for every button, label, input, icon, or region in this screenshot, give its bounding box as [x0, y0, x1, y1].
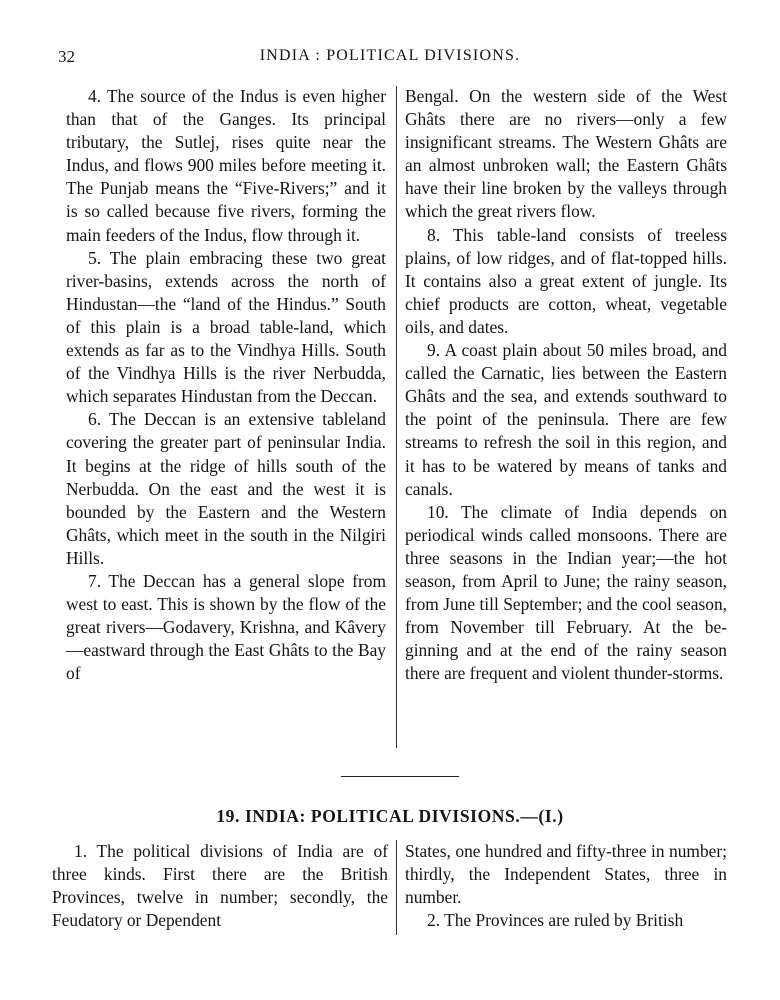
upper-left-column — [66, 85, 386, 685]
running-head: INDIA : POLITICAL DIVISIONS. — [259, 47, 521, 64]
lower-left-column — [52, 840, 388, 932]
paragraph-7-continuation: Bengal. On the western side of the West Ghâts there are no rivers—only a few insignificant streams. The Western Ghâts are an almost unbroken wall; the Eastern Ghâts have their line broken by the valleys through which the great rivers flow. — [405, 86, 727, 222]
paragraph-4: 4. The source of the Indus is even higher than that of the Ganges. Its principal tributary, the Sutlej, rises quite near the Indus, and flows 900 miles before meeting it. The Punjab means the “Five-Rivers;” and it is so called because five rivers, forming the main feeders of the Indus, flow through it. — [66, 86, 386, 245]
section-heading: 19. INDIA: POLITICAL DIVISIONS.—(I.) — [216, 806, 564, 826]
section-paragraph-2: 2. The Provinces are ruled by British — [427, 910, 684, 931]
section-paragraph-1: 1. The political divisions of India are of three kinds. First there are the British Provinces, twelve in number; secondly, the Feudatory or Dependent — [52, 841, 388, 931]
column-divider-top — [396, 86, 397, 748]
column-divider-bottom — [396, 840, 397, 935]
page-number: 32 — [58, 47, 75, 66]
section-paragraph-1-continuation: States, one hundred and fifty-three in number; thirdly, the Independent States, three in number. — [405, 841, 727, 908]
upper-right-column — [405, 85, 727, 685]
paragraph-8: 8. This table-land consists of treeless plains, of low ridges, and of flat-topped hills. It contains also a great extent of jungle. Its chief products are cotton, wheat, vegetable oils, and dates. — [405, 224, 727, 337]
lower-right-column — [405, 840, 727, 932]
paragraph-9: 9. A coast plain about 50 miles broad, and called the Carnatic, lies between the Eastern Ghâts and the sea, and extends southward to the point of the peninsula. There are few streams to refresh the soil in this region, and it has to be watered by means of tanks and canals. — [405, 340, 727, 499]
paragraph-7: 7. The Deccan has a general slope from west to east. This is shown by the flow of the great rivers—Godavery, Krishna, and Kâvery—eastward through the East Ghâts to the Bay of — [66, 570, 386, 684]
paragraph-5: 5. The plain embracing these two great river-basins, extends across the north of Hindustan—the “land of the Hindus.” South of this plain is a broad table-land, which extends as far as to the Vindhya Hills. South of the Vindhya Hills is the river Nerbudda, which separates Hindustan from the Deccan. — [66, 247, 386, 407]
section-divider — [341, 776, 459, 777]
paragraph-6: 6. The Deccan is an extensive tableland covering the greater part of peninsular India. It begins at the ridge of hills south of the Nerbudda. On the east and the west it is bounded by the Eastern and the Western Ghâts, which meet in the south in the Nilgiri Hills. — [66, 409, 386, 568]
paragraph-10: 10. The climate of India depends on periodical winds called monsoons. There are three seasons in the Indian year;—the hot season, from April to June; the rainy season, from June till September; and the cool season, from November till February. At the beginning and at the end of the rainy season there are frequent and violent thunder-storms. — [405, 501, 727, 684]
